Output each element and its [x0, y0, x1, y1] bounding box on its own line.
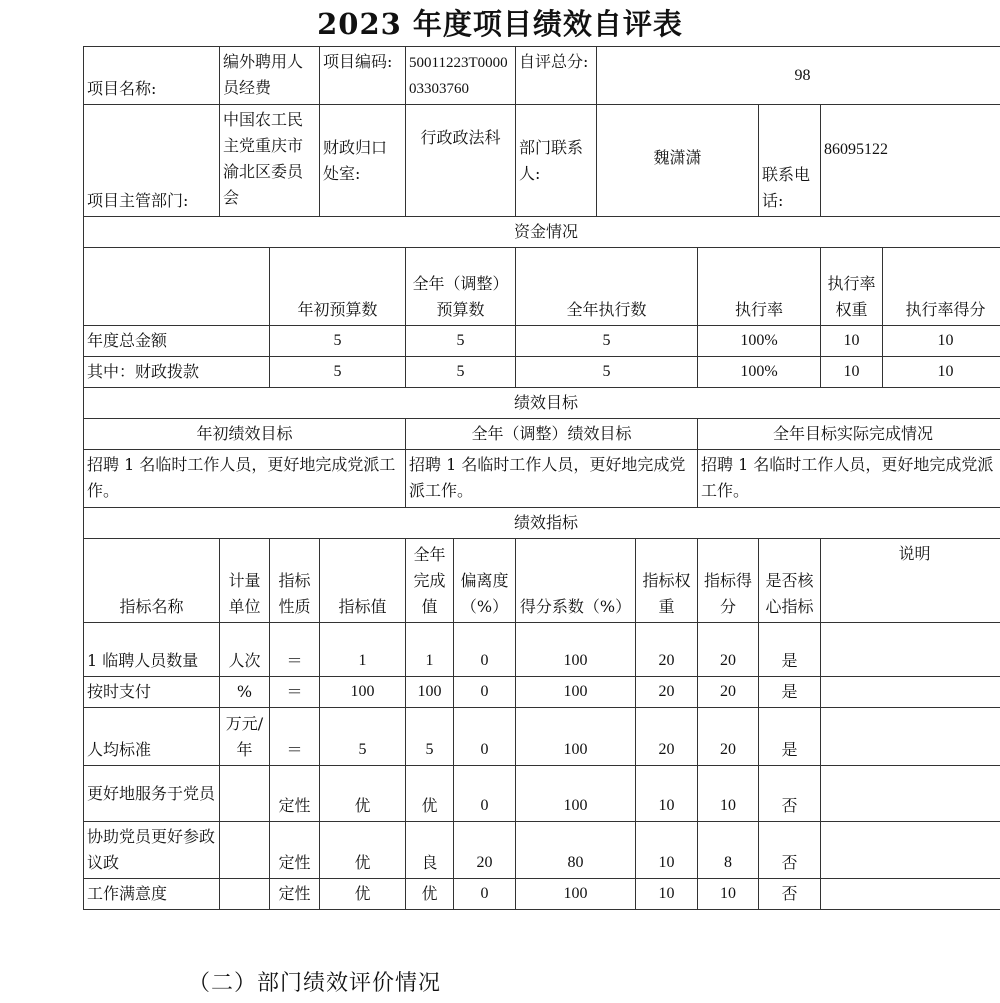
indicator-cell: 100 — [516, 766, 636, 822]
indicator-cell: 20 — [454, 822, 516, 879]
goal-initial: 招聘 1 名临时工作人员，更好地完成党派工作。 — [84, 450, 406, 508]
indicator-cell: 8 — [698, 822, 759, 879]
indicator-cell: ＝ — [270, 708, 320, 766]
indicator-cell: 100 — [516, 623, 636, 677]
indicator-cell: 10 — [636, 822, 698, 879]
indicator-cell: 优 — [320, 879, 406, 910]
indicator-cell: 0 — [454, 708, 516, 766]
funds-cell: 5 — [406, 326, 516, 357]
indicator-cell: 协助党员更好参政议政 — [84, 822, 220, 879]
page-title: 2023 年度项目绩效自评表 — [317, 7, 683, 41]
funds-row-label: 年度总金额 — [84, 326, 270, 357]
indicator-header: 指标性质 — [270, 539, 320, 623]
indicator-cell: 否 — [759, 766, 821, 822]
table-row — [84, 766, 1000, 822]
indicator-cell: 优 — [406, 879, 454, 910]
goal-actual: 招聘 1 名临时工作人员，更好地完成党派工作。 — [698, 450, 1000, 508]
indicator-cell: 0 — [454, 766, 516, 822]
indicator-header: 指标名称 — [84, 539, 220, 623]
indicator-cell — [821, 708, 1000, 766]
indicator-cell — [821, 822, 1000, 879]
project-code-value: 50011223T000003303760 — [406, 47, 516, 105]
indicator-cell: 人次 — [220, 623, 270, 677]
indicator-header: 指标值 — [320, 539, 406, 623]
funds-cell: 5 — [516, 357, 698, 388]
indicator-cell: ＝ — [270, 677, 320, 708]
indicator-cell: 优 — [320, 766, 406, 822]
indicator-cell — [821, 879, 1000, 910]
table-row — [84, 879, 1000, 910]
indicator-header: 得分系数（%） — [516, 539, 636, 623]
indicator-cell: 定性 — [270, 879, 320, 910]
indicator-cell: 10 — [698, 879, 759, 910]
goals-header: 全年目标实际完成情况 — [698, 419, 1000, 450]
indicator-header: 说明 — [821, 539, 1000, 623]
funds-cell: 100% — [698, 326, 821, 357]
indicator-cell — [220, 766, 270, 822]
office-value: 行政政法科 — [406, 105, 516, 217]
indicator-header: 偏离度（%） — [454, 539, 516, 623]
indicator-cell: 0 — [454, 623, 516, 677]
self-score-label: 自评总分: — [516, 47, 597, 105]
table-row — [84, 677, 1000, 708]
performance-table — [83, 46, 1000, 910]
project-name-label: 项目名称: — [84, 47, 220, 105]
indicator-cell: 5 — [320, 708, 406, 766]
indicator-cell: 人均标准 — [84, 708, 220, 766]
section-heading: （二）部门绩效评价情况 — [188, 971, 442, 996]
funds-cell: 5 — [516, 326, 698, 357]
indicator-cell: 优 — [406, 766, 454, 822]
indicator-cell: 10 — [636, 879, 698, 910]
indicator-cell: 20 — [636, 623, 698, 677]
funds-cell: 10 — [821, 357, 883, 388]
indicator-cell: 1 — [406, 623, 454, 677]
indicator-cell — [220, 879, 270, 910]
indicator-cell: 100 — [516, 708, 636, 766]
phone-label: 联系电话: — [759, 105, 821, 217]
indicator-header: 指标权重 — [636, 539, 698, 623]
table-row — [84, 357, 1000, 388]
funds-cell: 100% — [698, 357, 821, 388]
table-row — [84, 326, 1000, 357]
funds-cell: 5 — [270, 326, 406, 357]
indicator-cell: 优 — [320, 822, 406, 879]
indicator-header: 计量单位 — [220, 539, 270, 623]
indicator-header: 是否核心指标 — [759, 539, 821, 623]
funds-header: 全年执行数 — [516, 248, 698, 326]
indicator-cell: 100 — [516, 879, 636, 910]
indicator-cell: 是 — [759, 708, 821, 766]
funds-corner — [84, 248, 270, 326]
indicator-cell: 10 — [698, 766, 759, 822]
indicator-cell: 20 — [698, 623, 759, 677]
indicator-cell: 100 — [516, 677, 636, 708]
indicator-cell — [821, 677, 1000, 708]
indicator-cell: 是 — [759, 623, 821, 677]
self-score-value: 98 — [597, 47, 1000, 105]
indicator-header: 指标得分 — [698, 539, 759, 623]
phone-value: 86095122 — [821, 105, 1000, 217]
indicator-cell: ＝ — [270, 623, 320, 677]
indicator-cell: 20 — [636, 708, 698, 766]
indicator-cell: % — [220, 677, 270, 708]
indicator-cell: 否 — [759, 822, 821, 879]
indicator-cell — [821, 623, 1000, 677]
funds-cell: 5 — [406, 357, 516, 388]
indicator-cell: 定性 — [270, 822, 320, 879]
indicator-cell: 0 — [454, 879, 516, 910]
indicators-section-header: 绩效指标 — [84, 508, 1000, 539]
indicator-cell: 定性 — [270, 766, 320, 822]
indicator-cell: 否 — [759, 879, 821, 910]
goals-header: 年初绩效目标 — [84, 419, 406, 450]
indicator-cell: 100 — [320, 677, 406, 708]
indicator-cell: 工作满意度 — [84, 879, 220, 910]
funds-header: 全年（调整）预算数 — [406, 248, 516, 326]
funds-cell: 10 — [821, 326, 883, 357]
goals-header: 全年（调整）绩效目标 — [406, 419, 698, 450]
contact-value: 魏潇潇 — [597, 105, 759, 217]
indicator-cell: 20 — [636, 677, 698, 708]
table-row — [84, 708, 1000, 766]
indicator-cell: 80 — [516, 822, 636, 879]
funds-cell: 10 — [883, 326, 1000, 357]
funds-header: 执行率得分 — [883, 248, 1000, 326]
indicator-cell: 100 — [406, 677, 454, 708]
office-label: 财政归口处室: — [320, 105, 406, 217]
project-code-label: 项目编码: — [320, 47, 406, 105]
goals-section-header: 绩效目标 — [84, 388, 1000, 419]
indicator-cell — [220, 822, 270, 879]
funds-header: 执行率 — [698, 248, 821, 326]
table-row — [84, 623, 1000, 677]
indicator-cell: 万元/年 — [220, 708, 270, 766]
funds-row-label: 其中：财政拨款 — [84, 357, 270, 388]
indicator-cell: 是 — [759, 677, 821, 708]
table-row — [84, 822, 1000, 879]
funds-section-header: 资金情况 — [84, 217, 1000, 248]
funds-header: 年初预算数 — [270, 248, 406, 326]
indicator-cell: 0 — [454, 677, 516, 708]
funds-cell: 5 — [270, 357, 406, 388]
indicator-cell — [821, 766, 1000, 822]
indicator-cell: 更好地服务于党员 — [84, 766, 220, 822]
indicator-cell: 5 — [406, 708, 454, 766]
goal-adjusted: 招聘 1 名临时工作人员，更好地完成党派工作。 — [406, 450, 698, 508]
project-name-value: 编外聘用人员经费 — [220, 47, 320, 105]
indicator-cell: 1 临聘人员数量 — [84, 623, 220, 677]
funds-cell: 10 — [883, 357, 1000, 388]
indicator-header: 全年完成值 — [406, 539, 454, 623]
indicator-cell: 20 — [698, 677, 759, 708]
indicator-cell: 按时支付 — [84, 677, 220, 708]
indicator-cell: 20 — [698, 708, 759, 766]
indicator-cell: 良 — [406, 822, 454, 879]
indicator-cell: 10 — [636, 766, 698, 822]
contact-label: 部门联系人: — [516, 105, 597, 217]
dept-label: 项目主管部门: — [84, 105, 220, 217]
dept-value: 中国农工民主党重庆市渝北区委员会 — [220, 105, 320, 217]
funds-header: 执行率权重 — [821, 248, 883, 326]
indicator-cell: 1 — [320, 623, 406, 677]
